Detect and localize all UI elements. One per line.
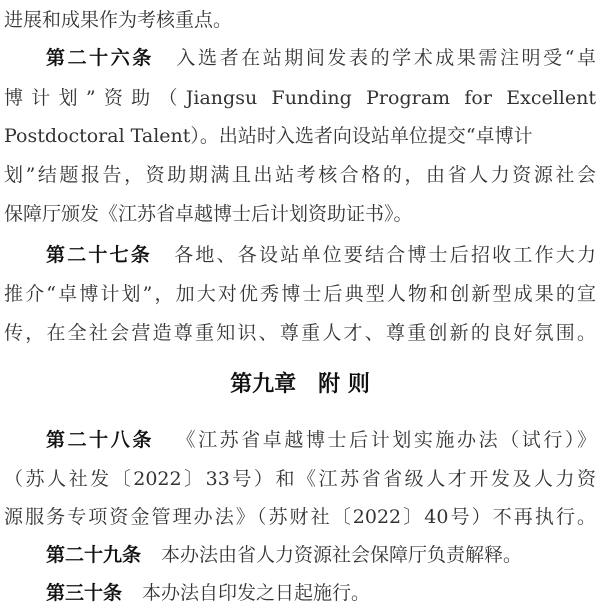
article-number: 第二十八条 bbox=[46, 429, 154, 451]
chapter-title: 第九章 附 则 bbox=[230, 371, 370, 397]
article-26-line bbox=[46, 39, 596, 77]
paragraph-line: （苏人社发〔2022〕33号）和《江苏省省级人才开发及人力资 bbox=[4, 468, 596, 490]
paragraph-line: 源服务专项资金管理办法》（苏财社〔2022〕40号）不再执行。 bbox=[4, 506, 596, 528]
article-number: 第二十九条 bbox=[46, 544, 142, 566]
article-number: 第二十七条 bbox=[46, 244, 152, 266]
article-text: 入选者在站期间发表的学术成果需注明受“卓 bbox=[173, 47, 596, 69]
article-number: 第二十六条 bbox=[46, 47, 154, 69]
paragraph-line: 划”结题报告，资助期满且出站考核合格的，由省人力资源社会 bbox=[4, 164, 596, 186]
article-text: 本办法由省人力资源社会保障厅负责解释。 bbox=[161, 544, 523, 566]
paragraph-line: 保障厅颁发《江苏省卓越博士后计划资助证书》。 bbox=[4, 203, 413, 225]
paragraph-line: 传，在全社会营造尊重知识、尊重人才、尊重创新的良好氛围。 bbox=[4, 322, 596, 344]
paragraph-line: 进展和成果作为考核重点。 bbox=[4, 9, 233, 31]
article-text: 各地、各设站单位要结合博士后招收工作大力 bbox=[172, 244, 596, 266]
article-28-line bbox=[46, 421, 596, 459]
article-number: 第三十条 bbox=[46, 582, 123, 604]
paragraph-line: 博计划”资助（Jiangsu Funding Program for Excellent bbox=[4, 87, 596, 109]
article-27-line bbox=[46, 236, 596, 274]
article-29-line bbox=[46, 536, 596, 574]
article-30-line bbox=[46, 574, 596, 612]
paragraph-line: Postdoctoral Talent）。出站时入选者向设站单位提交“卓博计 bbox=[4, 125, 533, 147]
article-text: 《江苏省卓越博士后计划实施办法（试行）》 bbox=[173, 429, 596, 451]
article-text: 本办法自印发之日起施行。 bbox=[142, 582, 371, 604]
paragraph-line: 推介“卓博计划”，加大对优秀博士后典型人物和创新型成果的宣 bbox=[4, 283, 596, 305]
